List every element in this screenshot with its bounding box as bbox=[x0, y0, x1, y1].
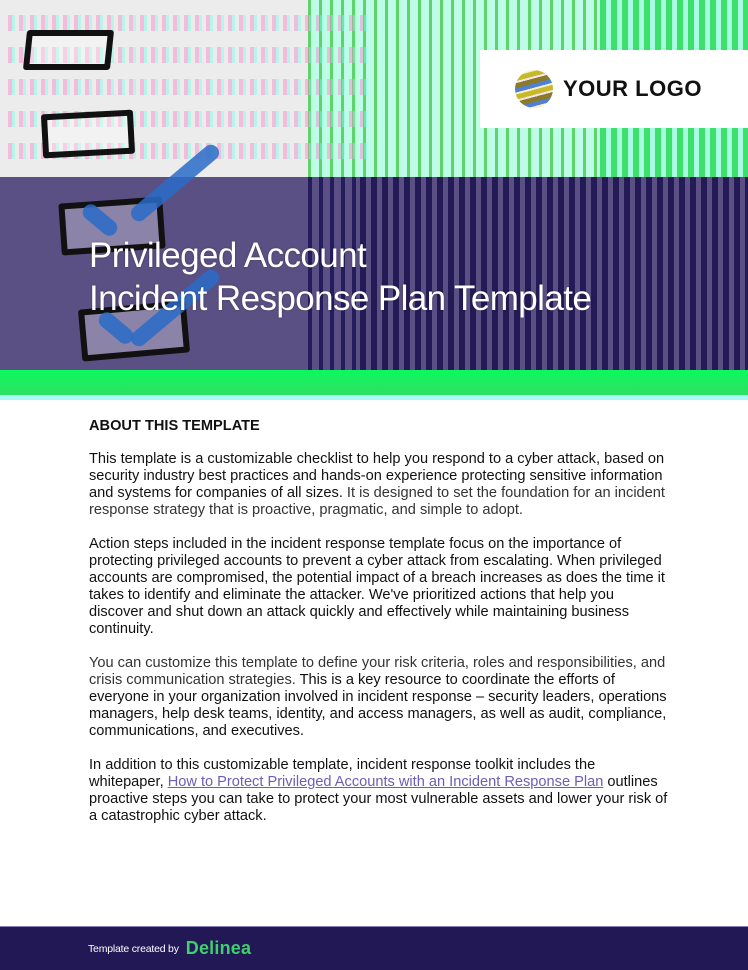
logo-text: YOUR LOGO bbox=[563, 76, 702, 101]
paragraph bbox=[89, 536, 669, 638]
title-line-1: Privileged Account bbox=[89, 236, 367, 275]
section-heading: ABOUT THIS TEMPLATE bbox=[89, 418, 260, 434]
paragraph bbox=[89, 655, 669, 740]
brand-logo: Delinea bbox=[185, 938, 252, 958]
paragraph-text: It is designed to set the foundation for an incident response strategy that is proactive, pragmatic, and simple to adopt. bbox=[89, 485, 665, 518]
footer-credit: Template created by bbox=[88, 942, 179, 955]
whitepaper-link[interactable]: How to Protect Privileged Accounts with an Incident Response Plan bbox=[167, 774, 604, 790]
paragraph-text: This template is a customizable checklist to help you respond to a cyber attack, based on security industry best practices and hands-on experience protecting sensitive information and systems for companies of all sizes. bbox=[89, 451, 665, 501]
about-section bbox=[89, 418, 669, 842]
logo bbox=[480, 50, 748, 128]
title-line-2: Incident Response Plan Template bbox=[89, 279, 592, 318]
paragraph bbox=[89, 757, 669, 825]
paragraph-text: outlines proactive steps you can take to protect your most vulnerable assets and lower your risk of a catastrophic cyber attack. bbox=[89, 774, 668, 824]
paragraph-text: In addition to this customizable template, incident response toolkit includes the whitepaper, bbox=[89, 757, 596, 790]
page-title bbox=[89, 234, 591, 320]
accent-bar bbox=[0, 370, 748, 395]
accent-line bbox=[0, 395, 748, 400]
checkbox-graphic bbox=[41, 110, 135, 159]
paragraph bbox=[89, 451, 669, 519]
hero-header bbox=[0, 0, 748, 370]
logo-globe-icon bbox=[515, 70, 553, 108]
footer bbox=[0, 926, 748, 970]
paragraph-text: Action steps included in the incident response template focus on the importance of protecting privileged accounts to prevent a cyber attack from escalating. When privileged accounts are compromised, the potential impact of a breach increases as does the time it takes to identify and eliminate the attacker. We've prioritized actions that help you discover and shut down an attack quickly and effectively while maintaining business continuity. bbox=[89, 536, 665, 637]
paragraph-text: This is a key resource to coordinate the efforts of everyone in your organization involved in incident response – security leaders, operations managers, help desk teams, identity, and access managers, as well as audit, compliance, communications, and executives. bbox=[89, 672, 667, 739]
paragraph-text: You can customize this template to define your risk criteria, roles and responsibilities, and crisis communication strategies. bbox=[89, 655, 666, 688]
checkbox-graphic bbox=[23, 30, 114, 70]
